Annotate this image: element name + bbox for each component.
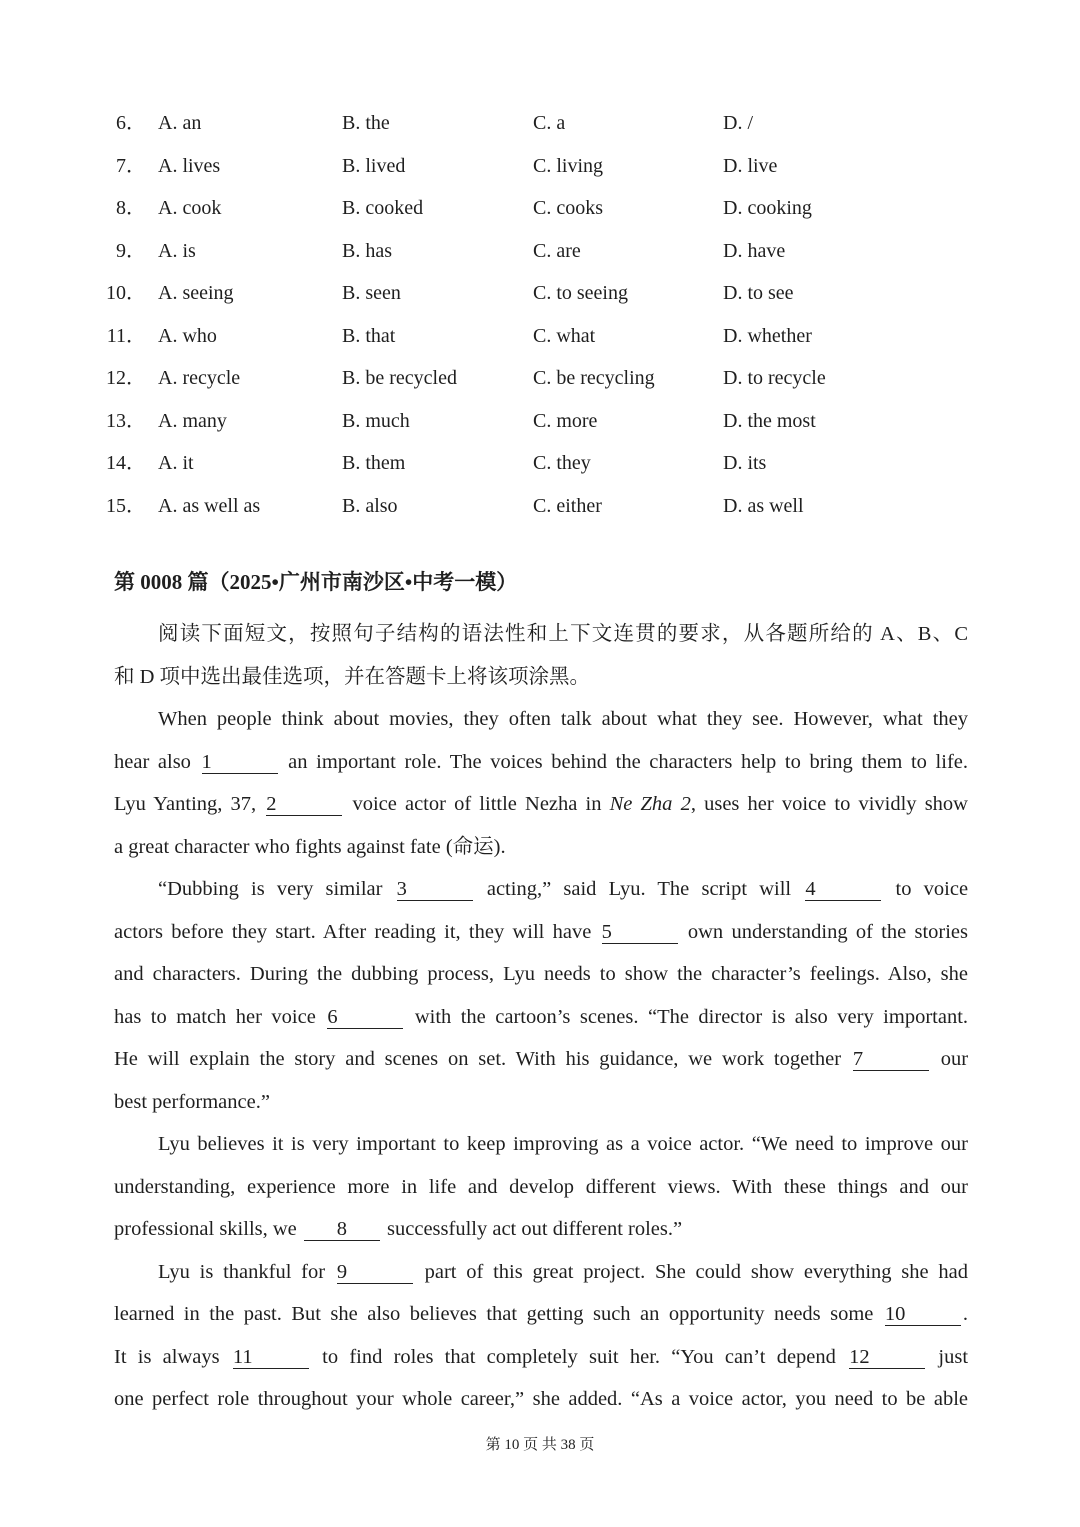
option-d: D. live [723,154,778,177]
option-c: C. are [533,239,581,262]
passage-line: and characters. During the dubbing process, Lyu needs to show the character’s feelings. Also, she [114,963,968,985]
option-b: B. cooked [342,197,424,219]
passage-line: a great character who fights against fate (命运). [114,835,506,858]
text: , uses her voice to vividly show [690,793,968,815]
option-c: C. either [533,494,602,517]
text: Lyu is thankful for [158,1260,326,1283]
blank-11: 11 [233,1346,309,1369]
text: voice actor of little Nezha in [352,793,602,815]
option-c: C. cooks [533,197,603,219]
question-number: 12． [106,367,146,389]
question-number: 7． [116,154,146,177]
question-row [0,102,1080,145]
option-c: C. a [533,112,566,134]
option-d: D. the most [723,409,816,432]
option-a: A. lives [158,154,221,177]
option-b: B. has [342,239,392,262]
question-number: 6． [116,112,146,134]
option-d: D. to recycle [723,367,826,389]
question-row [0,230,1080,273]
option-b: B. them [342,452,406,474]
question-row [0,187,1080,230]
option-a: A. who [158,324,217,347]
text: an important role. The voices behind the characters help to bring them to life. [288,750,968,773]
option-a: A. it [158,452,194,474]
option-d: D. as well [723,494,804,517]
text: part of this great project. She could show everything she had [424,1260,968,1283]
question-number: 8． [116,197,146,219]
blank-6: 6 [327,1006,403,1029]
option-c: C. living [533,154,604,177]
blank-5: 5 [602,921,678,944]
passage-line [114,996,968,1039]
option-c: C. more [533,409,598,432]
option-d: D. to see [723,282,794,304]
passage-line [114,1336,968,1379]
text: has to match her voice [114,1005,316,1028]
question-row [0,272,1080,315]
question-number: 14． [106,452,146,474]
option-b: B. much [342,409,410,432]
option-a: A. seeing [158,282,234,304]
option-d: D. whether [723,324,812,347]
option-a: A. many [158,409,227,432]
option-a: A. recycle [158,367,241,389]
option-a: A. is [158,239,196,262]
text: our [940,1048,969,1070]
option-b: B. seen [342,282,401,304]
text: acting,” said Lyu. The script will [486,878,792,900]
text: “Dubbing is very similar [158,878,383,900]
option-b: B. that [342,324,396,347]
question-row [0,400,1080,443]
passage-line [114,911,968,954]
blank-3: 3 [397,878,473,901]
text: actors before they start. After reading it, they will have [114,920,592,943]
passage-line: When people think about movies, they often talk about what they see. However, what they [158,708,968,730]
option-a: A. an [158,112,202,134]
instructions-line: 阅读下面短文，按照句子结构的语法性和上下文连贯的要求，从各题所给的 A、B、C [158,623,968,645]
option-c: C. to seeing [533,282,628,304]
option-d: D. cooking [723,197,812,219]
option-c: C. they [533,452,591,474]
question-number: 11． [106,324,146,347]
option-d: D. its [723,452,767,474]
option-c: C. what [533,324,596,347]
question-number: 15． [106,494,146,517]
option-a: A. cook [158,197,222,219]
text: own understanding of the stories [687,920,969,943]
passage-line [114,868,968,911]
blank-8: 8 [304,1218,380,1241]
instructions-line: 和 D 项中选出最佳选项，并在答题卡上将该项涂黑。 [114,665,591,688]
option-d: D. / [723,112,753,134]
passage-line [114,1251,968,1294]
text: He will explain the story and scenes on set. With his guidance, we work together [114,1048,842,1070]
answer-options [0,102,1080,527]
option-b: B. also [342,494,398,517]
question-row [0,485,1080,528]
text: Lyu Yanting, 37, [114,793,257,815]
passage-line [114,741,968,784]
blank-4: 4 [805,878,881,901]
blank-7: 7 [853,1048,929,1071]
text: successfully act out different roles.” [387,1218,683,1240]
passage-line [114,1293,968,1336]
question-row [0,357,1080,400]
blank-1: 1 [202,751,278,774]
option-d: D. have [723,239,786,262]
text: learned in the past. But she also believes that getting such an opportunity needs some [114,1303,874,1325]
passage-line: Lyu believes it is very important to keep improving as a voice actor. “We need to improve our [158,1133,968,1155]
section-title: 第 0008 篇（2025•广州市南沙区•中考一模） [114,570,518,594]
option-b: B. the [342,112,390,134]
page-footer: 第 10 页 共 38 页 [485,1437,595,1453]
question-row [0,315,1080,358]
blank-10: 10 [885,1303,961,1326]
blank-2: 2 [266,793,342,816]
text: . [962,1303,969,1325]
option-c: C. be recycling [533,367,655,389]
passage-line: understanding, experience more in life and develop different views. With these things and our [114,1175,968,1198]
question-row [0,442,1080,485]
passage-line [114,1038,968,1081]
text: professional skills, we [114,1218,297,1240]
option-b: B. be recycled [342,367,457,389]
passage-body [114,613,968,1421]
film-title: Ne Zha 2 [609,793,691,815]
question-number: 13． [106,409,146,432]
question-number: 10． [106,282,146,304]
passage-line: one perfect role throughout your whole career,” she added. “As a voice actor, you need to be able [114,1388,968,1410]
passage-line [114,783,968,826]
text: hear also [114,750,191,773]
passage-line [114,1208,968,1251]
option-a: A. as well as [158,494,261,517]
text: It is always [114,1345,220,1368]
text: just [938,1345,969,1368]
text: to voice [895,878,969,900]
question-row [0,145,1080,188]
text: with the cartoon’s scenes. “The director is also very important. [414,1005,969,1028]
option-b: B. lived [342,154,406,177]
passage-line: best performance.” [114,1090,270,1113]
blank-9: 9 [337,1261,413,1284]
question-number: 9． [116,239,146,262]
text: to find roles that completely suit her. “You can’t depend [322,1345,836,1368]
blank-12: 12 [849,1346,925,1369]
